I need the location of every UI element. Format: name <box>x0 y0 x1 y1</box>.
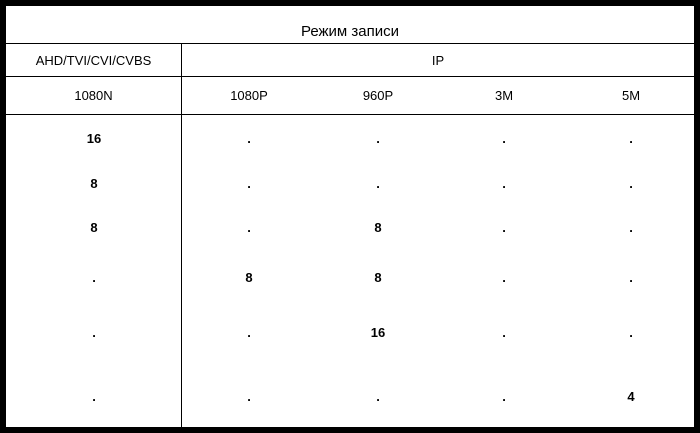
table-cell: . <box>92 324 96 340</box>
table-cell: 8 <box>245 269 253 285</box>
table-row <box>6 317 694 347</box>
table-cell: . <box>502 324 506 340</box>
table-cell: . <box>502 269 506 285</box>
table-row <box>6 212 694 242</box>
table-row <box>6 381 694 411</box>
table-cell: . <box>629 130 633 146</box>
table-cell: . <box>629 324 633 340</box>
table-cell: . <box>502 175 506 191</box>
table-cell: . <box>502 130 506 146</box>
column-header-5m: 5M <box>621 88 641 103</box>
table-cell: . <box>629 269 633 285</box>
table-title: Режим записи <box>6 6 694 44</box>
table-row <box>6 168 694 198</box>
table-cell: . <box>92 388 96 404</box>
table-cell: . <box>247 130 251 146</box>
column-header-row <box>6 77 694 115</box>
table-cell: 8 <box>90 219 98 235</box>
table-cell: . <box>247 219 251 235</box>
table-cell: . <box>247 175 251 191</box>
column-header-1080p: 1080P <box>230 88 268 103</box>
group-header-ip: IP <box>182 44 694 77</box>
table-cell: . <box>629 175 633 191</box>
table-cell: . <box>629 219 633 235</box>
table-cell: 4 <box>627 388 635 404</box>
table-cell: 16 <box>370 324 386 340</box>
column-header-3m: 3M <box>494 88 514 103</box>
table-cell: . <box>92 269 96 285</box>
group-header-analog: AHD/TVI/CVI/CVBS <box>6 44 182 77</box>
table-cell: . <box>376 388 380 404</box>
table-cell: 8 <box>374 219 382 235</box>
table-cell: . <box>376 175 380 191</box>
table-cell: 16 <box>86 130 102 146</box>
table-cell: 8 <box>90 175 98 191</box>
column-header-960p: 960P <box>362 88 394 103</box>
table-cell: . <box>247 324 251 340</box>
table-cell: . <box>376 130 380 146</box>
table-row <box>6 262 694 292</box>
table-row <box>6 123 694 153</box>
column-header-1080n: 1080N <box>6 77 182 114</box>
table-cell: . <box>502 219 506 235</box>
table-cell: . <box>502 388 506 404</box>
table-cell: . <box>247 388 251 404</box>
table-cell: 8 <box>374 269 382 285</box>
